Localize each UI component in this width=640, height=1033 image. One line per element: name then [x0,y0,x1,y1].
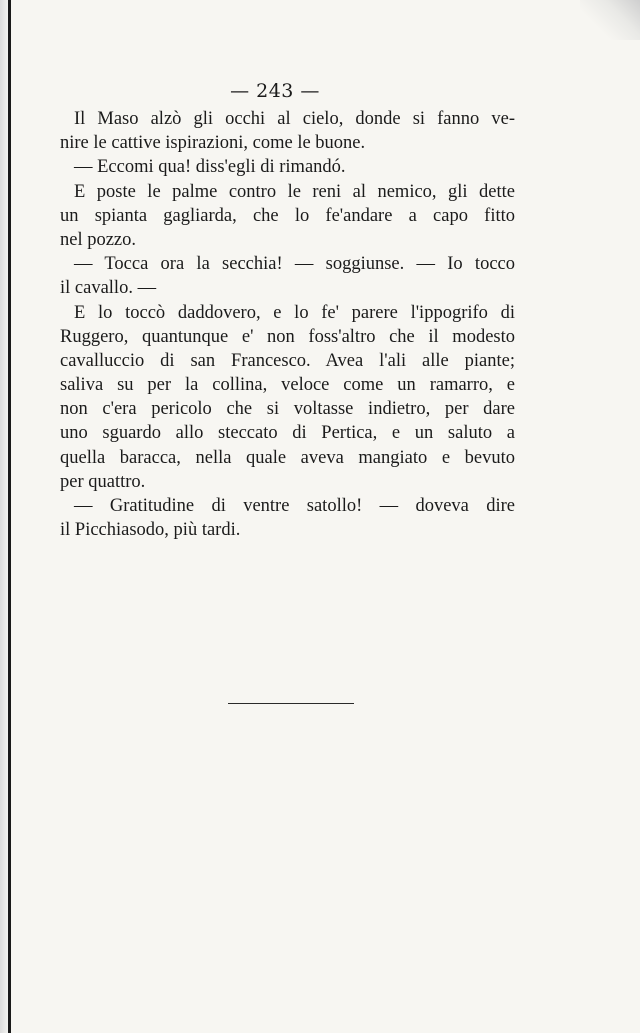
page-number: — 243 — [230,80,320,102]
body-text [60,107,515,542]
text-line: — Tocca ora la secchia! — soggiunse. — Io tocco [74,254,515,275]
text-line: — Gratitudine di ventre satollo! — doveva dire [74,496,515,516]
end-of-chapter-rule [228,703,354,704]
text-line: E lo toccò daddovero, e lo fe' parere l'ippogrifo di [74,302,515,323]
text-line: nel pozzo. [60,229,137,250]
text-line: Ruggero, quantunque e' non foss'altro che il modesto [60,326,515,347]
text-line: il Picchiasodo, più tardi. [60,520,241,541]
text-line: E poste le palme contro le reni al nemico, gli dette [74,181,515,202]
page-corner-shadow [580,0,640,40]
binding-shadow [0,0,8,1033]
text-line: il cavallo. — [60,278,157,299]
text-line: cavalluccio di san Francesco. Avea l'ali alle piante; [60,350,515,371]
text-line: saliva su per la collina, veloce come un ramarro, e [60,375,515,396]
text-line: nire le cattive ispirazioni, come le buone. [60,133,366,154]
text-line: un spianta gagliarda, che lo fe'andare a capo fitto [60,205,515,226]
text-line: quella baracca, nella quale aveva mangiato e bevuto [60,447,515,468]
text-line: — Eccomi qua! diss'egli di rimandó. [74,157,346,178]
text-line: non c'era pericolo che si voltasse indietro, per dare [60,399,515,420]
text-line: Il Maso alzò gli occhi al cielo, donde si fanno ve- [74,109,515,129]
text-line: uno sguardo allo steccato di Pertica, e un saluto a [60,423,515,444]
text-line: per quattro. [60,471,146,492]
binding-edge [8,0,11,1033]
